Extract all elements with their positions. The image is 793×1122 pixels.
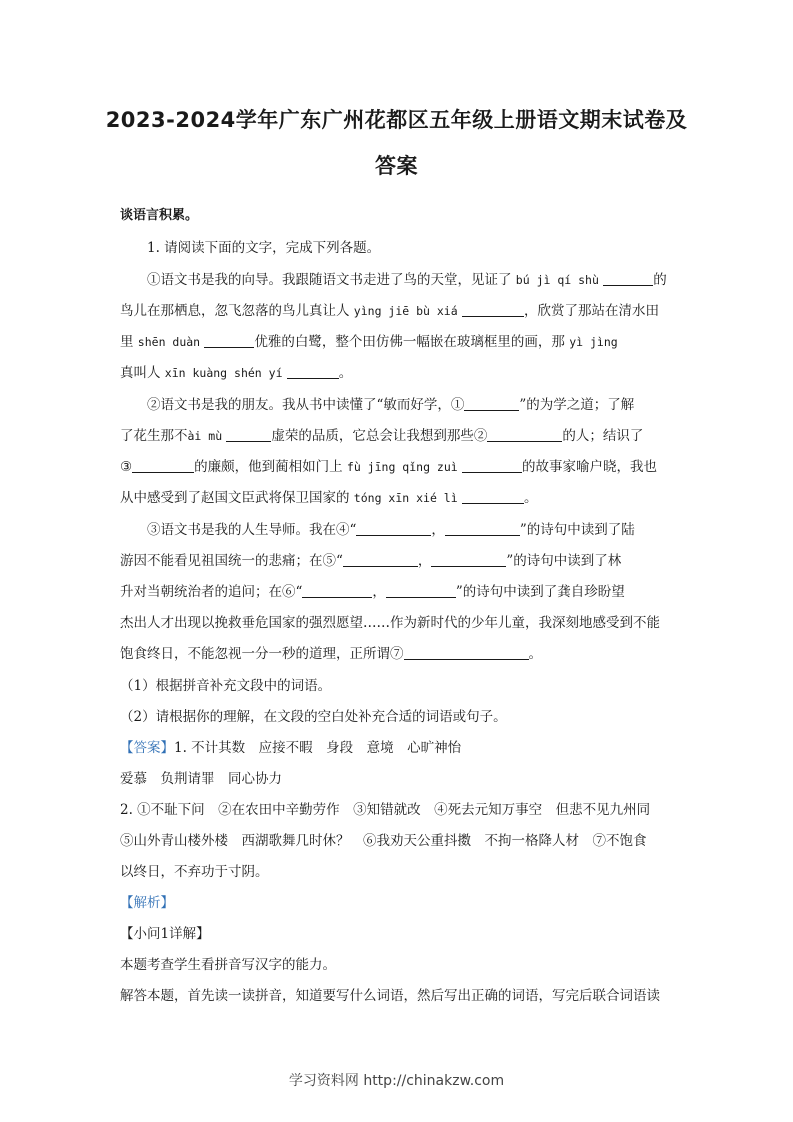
p3-line-4: 杰出人才出现以挽救垂危国家的强烈愿望……作为新时代的少年儿童，我深刻地感受到不能: [120, 615, 660, 631]
sub-question-1: （1）根据拼音补充文段中的词语。: [120, 678, 332, 694]
answer-blank[interactable]: [343, 552, 418, 567]
p2-line-2: [120, 426, 674, 446]
answer-blank[interactable]: [431, 552, 506, 567]
title-line-1: 2023-2024学年广东广州花都区五年级上册语文期末试卷及: [105, 108, 688, 132]
text: 的人；结识了: [562, 428, 644, 444]
analysis-tag: 【解析】: [120, 895, 174, 911]
p2-line-3: [120, 457, 674, 477]
answer-blank[interactable]: [487, 427, 562, 442]
text: 里: [120, 334, 134, 350]
text: 优雅的白鹭，整个田仿佛一幅嵌在玻璃框里的画，那: [254, 334, 565, 350]
answer-line-4: ⑤山外青山楼外楼 西湖歌舞几时休？ ⑥我劝天公重抖擞 不拘一格降人材 ⑦不饱食: [120, 833, 647, 849]
answer-blank[interactable]: [204, 333, 254, 348]
pinyin: bú jì qí shù: [515, 273, 599, 287]
answer-tag: 【答案】: [120, 740, 174, 756]
p1-line-1: [147, 270, 674, 290]
answer-blank[interactable]: [226, 427, 271, 442]
answer-blank[interactable]: [287, 364, 339, 379]
p2-line-1: [147, 395, 674, 415]
text: ”的诗句中读到了林: [506, 553, 622, 569]
p3-line-2: [120, 551, 674, 571]
text: ”的为学之道；了解: [519, 397, 635, 413]
p1-line-2: [120, 301, 674, 321]
detail-tag: 【小问1详解】: [120, 926, 210, 942]
text: ，: [431, 522, 445, 538]
answer-blank[interactable]: [462, 489, 524, 504]
pinyin: tóng xīn xié lì: [353, 491, 458, 505]
footer-watermark: 学习资料网 http://chinakzw.com: [288, 1073, 505, 1089]
answer-line-1: [120, 738, 674, 758]
text: 升对当朝统治者的追问；在⑥“: [120, 584, 303, 600]
answer-blank[interactable]: [132, 458, 194, 473]
pinyin: ài mù: [187, 429, 223, 443]
text: 的故事家喻户晓，我也: [521, 459, 657, 475]
text: 。: [528, 646, 542, 662]
text: ”的诗句中读到了龚自珍盼望: [455, 584, 625, 600]
text: ①语文书是我的向导。我跟随语文书走进了鸟的天堂，见证了: [147, 272, 512, 288]
answer-blank[interactable]: [462, 302, 524, 317]
answer-blank[interactable]: [603, 271, 653, 286]
text: ，: [417, 553, 432, 569]
answer-line-5: 以终日，不弃功于寸阴。: [120, 864, 269, 880]
pinyin: yì jìng: [569, 335, 618, 349]
pinyin: xīn kuàng shén yí: [164, 366, 283, 380]
text: ，欣赏了那站在清水田: [523, 303, 659, 319]
answer-blank[interactable]: [462, 458, 522, 473]
text: 。: [338, 365, 353, 381]
text: 虚荣的品质，它总会让我想到那些②: [271, 428, 488, 444]
answer-blank[interactable]: [302, 583, 372, 598]
text: ②语文书是我的朋友。我从书中读懂了“敏而好学，①: [147, 397, 465, 413]
text: ③: [120, 459, 133, 475]
text: 了花生那不: [120, 428, 188, 444]
document-title: [100, 97, 693, 189]
text: ，: [372, 584, 386, 600]
detail-line-2: 解答本题，首先读一读拼音，知道要写什么词语，然后写出正确的词语，写完后联合词语读: [120, 988, 660, 1004]
text: 的廉颇，他到蔺相如门上: [194, 459, 343, 475]
p3-line-3: [120, 582, 674, 602]
text: 的: [653, 272, 667, 288]
answer-blank[interactable]: [445, 521, 520, 536]
text: 。: [523, 490, 538, 506]
sub-question-2: （2）请根据你的理解，在文段的空白处补充合适的词语或句子。: [120, 709, 507, 725]
text: 游因不能看见祖国统一的悲痛；在⑤“: [120, 553, 343, 569]
answer-blank[interactable]: [464, 396, 519, 411]
section-heading: 谈语言积累。: [120, 208, 199, 223]
pinyin: shēn duàn: [137, 335, 201, 349]
text: 从中感受到了赵国文臣武将保卫国家的: [120, 490, 350, 506]
answer-blank[interactable]: [404, 645, 529, 660]
p3-line-5: [120, 644, 674, 664]
detail-line-1: 本题考查学生看拼音写汉字的能力。: [120, 957, 336, 973]
text: 真叫人: [120, 365, 161, 381]
answer-line-3: 2. ①不耻下问 ②在农田中辛勤劳作 ③知错就改 ④死去元知万事空 但悲不见九州同: [120, 802, 651, 818]
text: 饱食终日，不能忽视一分一秒的道理，正所谓⑦: [120, 646, 404, 662]
text: 1. 不计其数 应接不暇 身段 意境 心旷神怡: [174, 740, 462, 756]
p2-line-4: [120, 488, 674, 508]
text: ③语文书是我的人生导师。我在④“: [147, 522, 357, 538]
title-line-2: 答案: [375, 154, 418, 178]
pinyin: yìng jiē bù xiá: [353, 304, 458, 318]
text: ”的诗句中读到了陆: [519, 522, 635, 538]
p1-line-3: [120, 332, 674, 352]
answer-line-2: 爱慕 负荆请罪 同心协力: [120, 771, 282, 787]
answer-blank[interactable]: [356, 521, 431, 536]
answer-blank[interactable]: [386, 583, 456, 598]
pinyin: fù jīng qǐng zuì: [346, 460, 458, 474]
question-1-prompt: 1. 请阅读下面的文字，完成下列各题。: [147, 240, 381, 256]
text: 鸟儿在那栖息，忽飞忽落的鸟儿真让人: [120, 303, 350, 319]
p3-line-1: [147, 520, 674, 540]
p1-line-4: [120, 363, 674, 383]
